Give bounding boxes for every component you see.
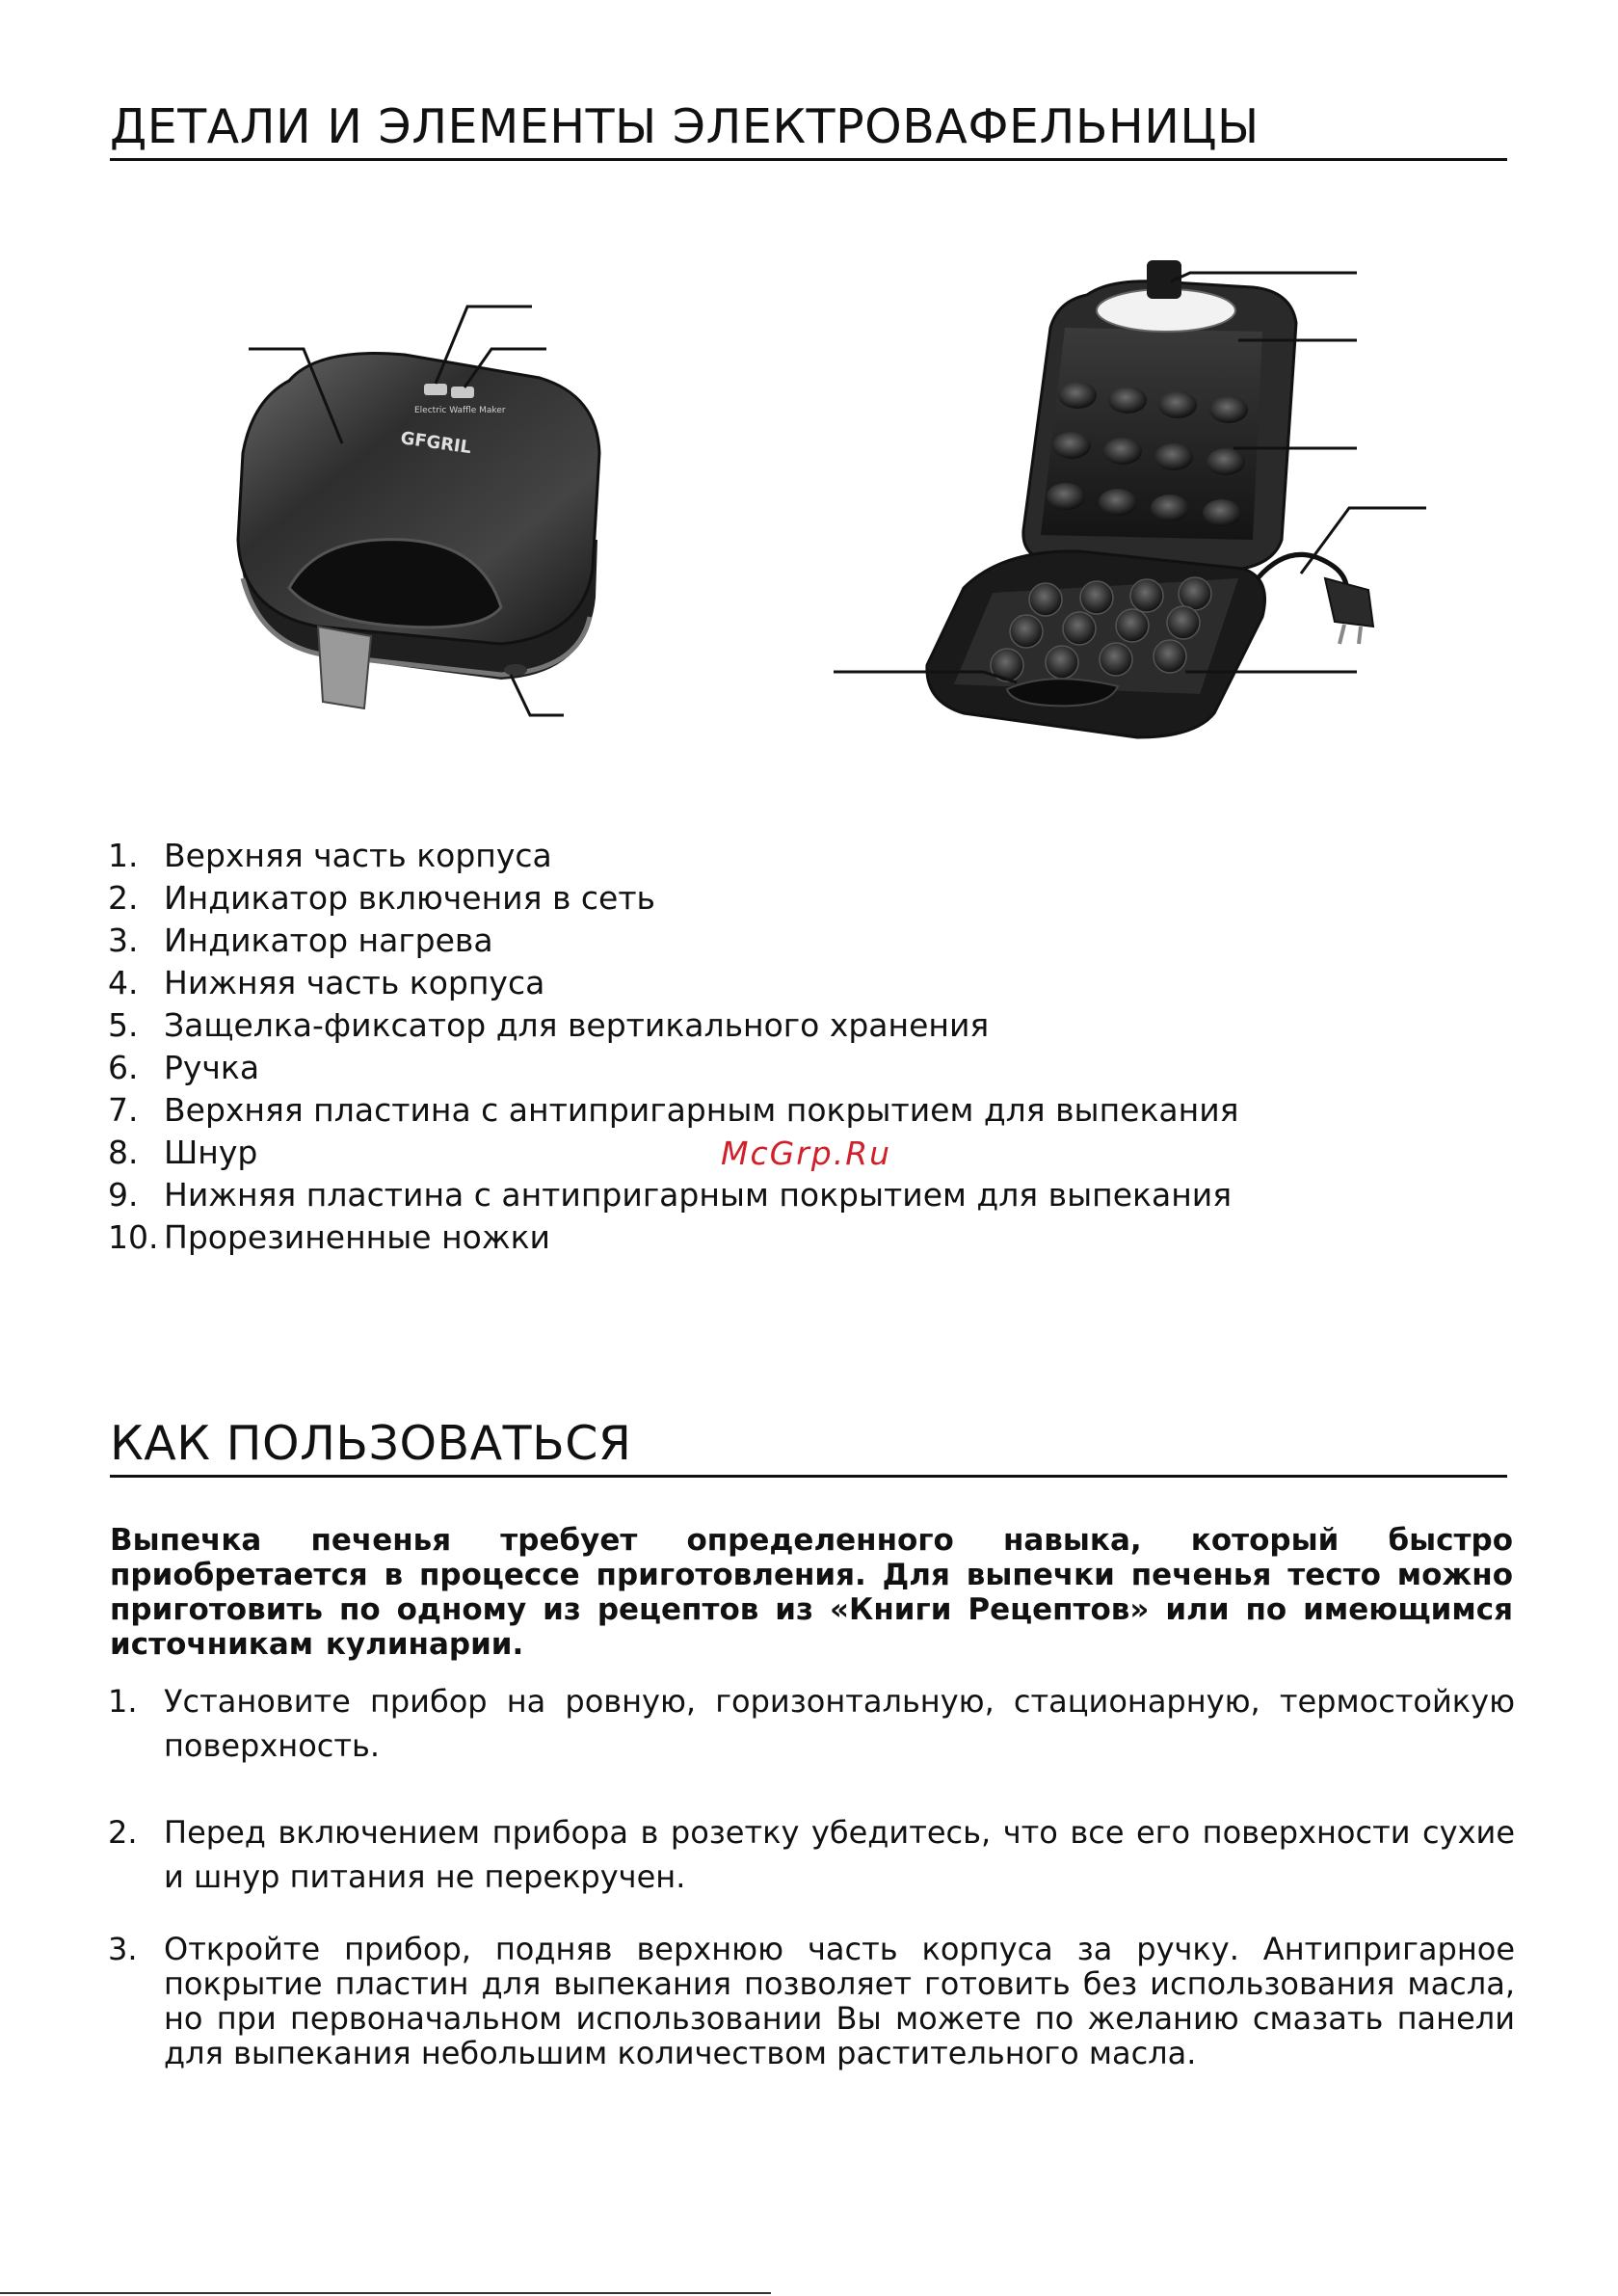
part-number: 4. (108, 964, 139, 1001)
part-number: 8. (108, 1134, 139, 1171)
part-number: 6. (108, 1049, 139, 1086)
brand-logo: GFGRIL (399, 428, 473, 459)
part-label: Нижняя часть корпуса (164, 964, 545, 1001)
part-number: 7. (108, 1091, 139, 1129)
parts-list (108, 835, 1239, 1259)
part-label: Верхняя часть корпуса (164, 837, 552, 874)
step-text: Установите прибор на ровную, горизонтальную, стационарную, термостойкую поверхность. (164, 1683, 1515, 1764)
watermark-text: McGrp.Ru (721, 1135, 892, 1172)
step-item (108, 1679, 1515, 1768)
part-item (108, 962, 1239, 1004)
step-number: 1. (108, 1683, 138, 1720)
section-title-how-to-use: КАК ПОЛЬЗОВАТЬСЯ (110, 1417, 1507, 1478)
step-item (108, 1810, 1515, 1899)
step-item (108, 1932, 1515, 2070)
part-label: Шнур (164, 1134, 258, 1171)
part-item (108, 920, 1239, 962)
part-number: 2. (108, 879, 139, 917)
part-label: Верхняя пластина с антипригарным покрытием для выпекания (164, 1091, 1239, 1129)
part-label: Ручка (164, 1049, 260, 1086)
part-number: 10. (108, 1218, 159, 1256)
part-item (108, 877, 1239, 920)
section-title-parts: ДЕТАЛИ И ЭЛЕМЕНТЫ ЭЛЕКТРОВАФЕЛЬНИЦЫ (110, 100, 1507, 161)
device-illustrations (0, 0, 1618, 790)
part-label: Защелка-фиксатор для вертикального хранения (164, 1006, 990, 1044)
part-label: Прорезиненные ножки (164, 1218, 550, 1256)
part-label: Индикатор включения в сеть (164, 879, 656, 917)
part-item (108, 1132, 1239, 1174)
part-number: 3. (108, 921, 139, 959)
part-item (108, 1047, 1239, 1089)
part-item (108, 835, 1239, 877)
step-number: 3. (108, 1931, 138, 1967)
part-label: Индикатор нагрева (164, 921, 493, 959)
part-label: Нижняя пластина с антипригарным покрытием для выпекания (164, 1176, 1233, 1214)
part-number: 9. (108, 1176, 139, 1214)
part-item (108, 1174, 1239, 1216)
closed-waffle-maker (238, 354, 599, 708)
part-number: 5. (108, 1006, 139, 1044)
part-item (108, 1004, 1239, 1047)
bottom-rule (0, 2292, 771, 2294)
part-item (108, 1089, 1239, 1132)
step-text: Откройте прибор, подняв верхнюю часть корпуса за ручку. Антипригарное покрытие пластин для выпекания позволяет готовить без использования масла, но при первоначальном использовании Вы можете по желанию смазать панели для выпекания небольшим количеством растительного масла. (164, 1931, 1515, 2071)
open-waffle-maker (927, 260, 1373, 737)
step-number: 2. (108, 1814, 138, 1851)
part-number: 1. (108, 837, 139, 874)
part-item (108, 1216, 1239, 1259)
step-text: Перед включением прибора в розетку убедитесь, что все его поверхности сухие и шнур питания не перекручен. (164, 1814, 1515, 1895)
brand-small-text: Electric Waffle Maker (414, 406, 506, 415)
intro-paragraph: Выпечка печенья требует определенного навыка, который быстро приобретается в процессе приготовления. Для выпечки печенья тесто можно приготовить по одному из рецептов из «Книги Рецептов» или по имеющимся источникам кулинарии. (110, 1523, 1513, 1662)
